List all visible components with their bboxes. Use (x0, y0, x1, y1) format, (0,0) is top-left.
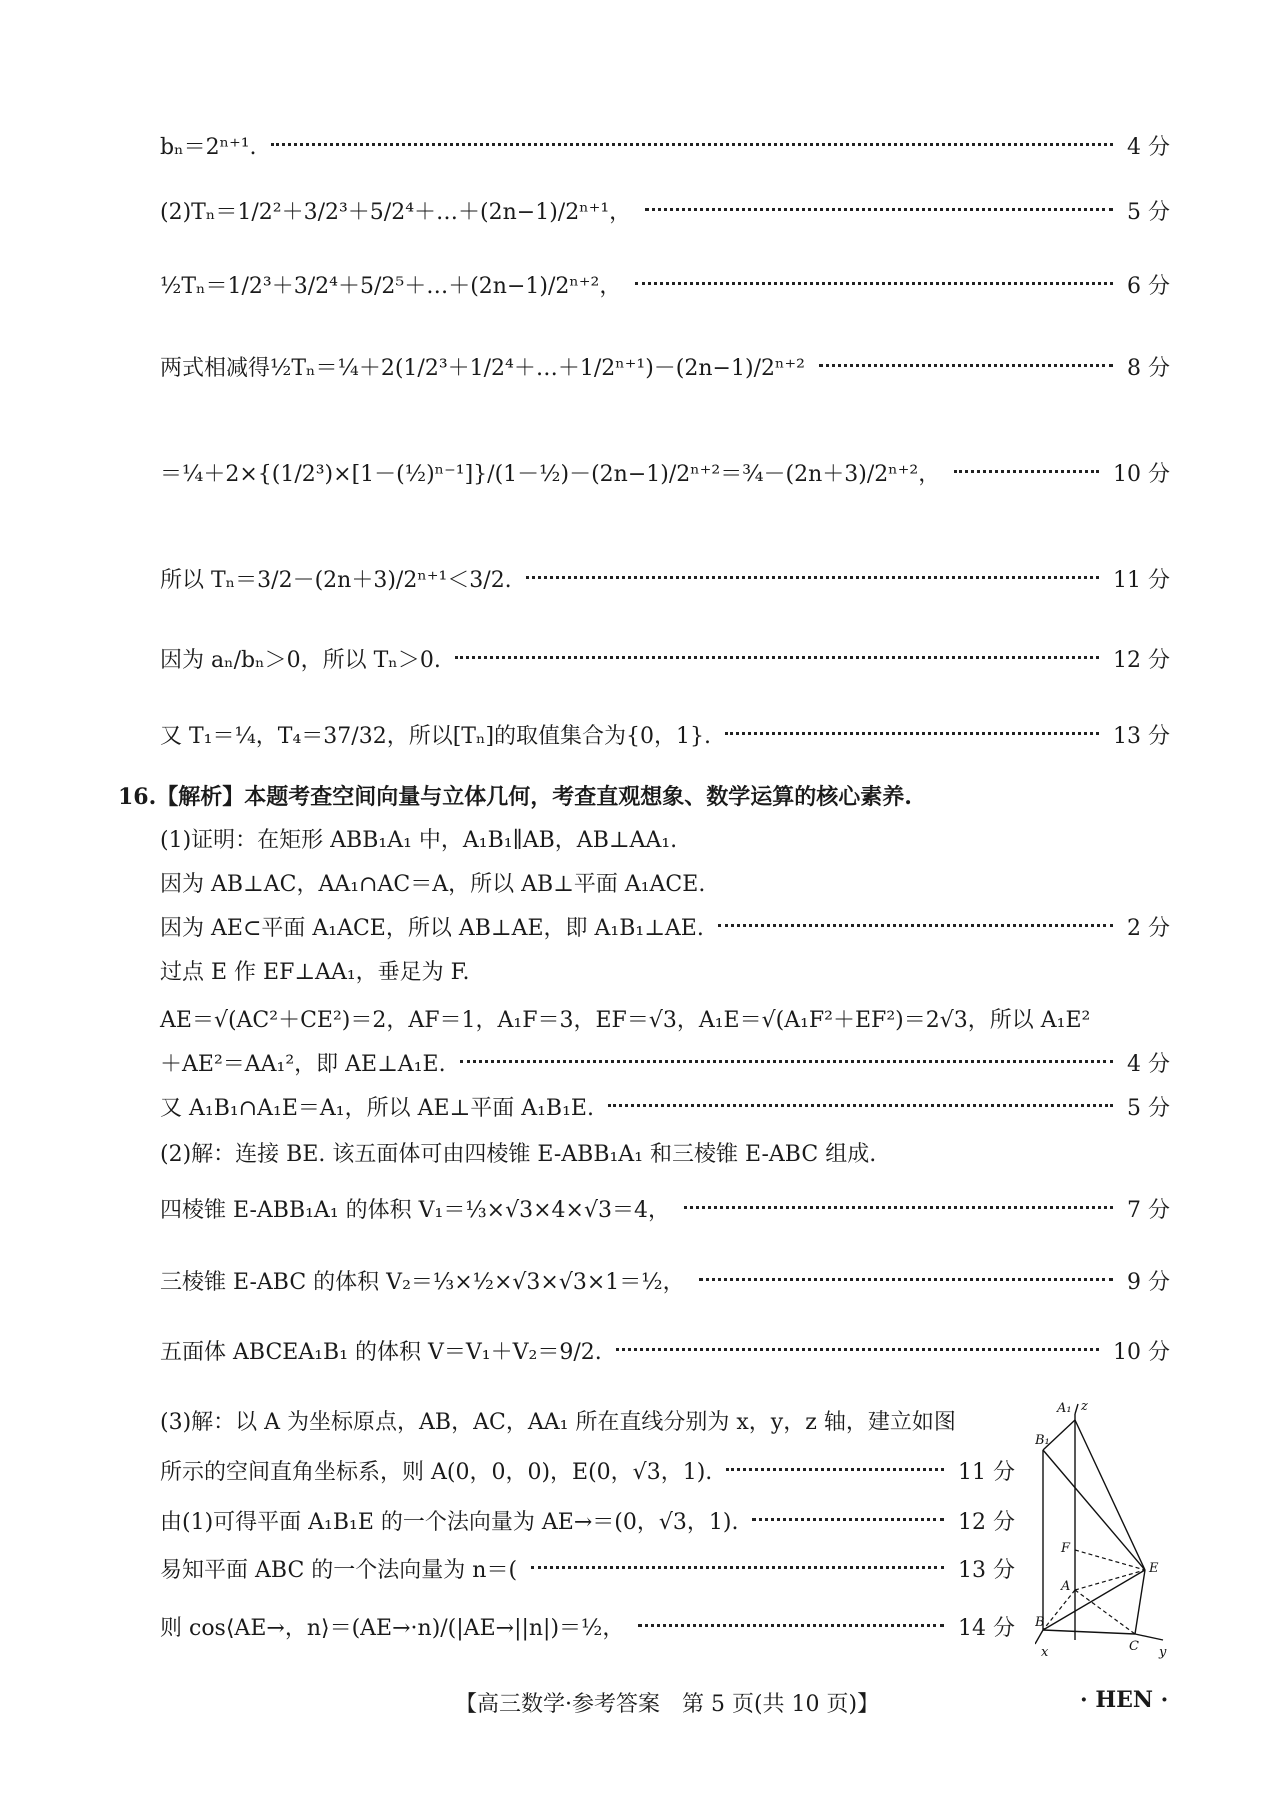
score: 11 分 (1113, 568, 1170, 593)
z-arrow (1075, 1404, 1078, 1414)
score: 8 分 (1127, 356, 1170, 381)
line-half-tn (160, 272, 1170, 302)
score: 6 分 (1127, 274, 1170, 299)
score: 7 分 (1127, 1198, 1170, 1223)
footer-code: · HEN · (1080, 1687, 1169, 1713)
dot-leader (699, 1278, 1113, 1281)
axis-y-line (1135, 1634, 1163, 1640)
dot-leader (608, 1104, 1113, 1107)
label-z: z (1081, 1400, 1088, 1414)
line-text: 三棱锥 E-ABC 的体积 V₂＝⅓×½×√3×√3×1＝½， (160, 1270, 685, 1295)
line-text: 因为 AE⊂平面 A₁ACE，所以 AB⊥AE，即 A₁B₁⊥AE. (160, 916, 704, 941)
line-bn (160, 133, 1170, 163)
dot-leader (718, 924, 1113, 927)
line-set (160, 722, 1170, 752)
line-text: 因为 aₙ/bₙ＞0，所以 Tₙ＞0. (160, 648, 441, 673)
edge-fe (1075, 1550, 1145, 1570)
q16-line-6 (160, 1050, 1170, 1080)
footer-page-info: 【高三数学·参考答案 第 5 页(共 10 页)】 (455, 1692, 880, 1717)
score: 13 分 (958, 1558, 1015, 1583)
line-text: ＋AE²＝AA₁²，即 AE⊥A₁E. (160, 1052, 446, 1077)
score: 2 分 (1127, 916, 1170, 941)
q16-line-11 (160, 1338, 1170, 1368)
q16-line-3 (160, 914, 1170, 944)
q16-line-16 (160, 1614, 1015, 1644)
prism-figure (1035, 1400, 1175, 1660)
q16-line-4: 过点 E 作 EF⊥AA₁，垂足为 F. (160, 960, 470, 985)
line-text: bₙ＝2ⁿ⁺¹. (160, 135, 257, 160)
line-text: 由(1)可得平面 A₁B₁E 的一个法向量为 AE→＝(0，√3，1). (160, 1510, 739, 1535)
dot-leader (684, 1206, 1113, 1209)
line-text: (2)Tₙ＝1/2²＋3/2³＋5/2⁴＋…＋(2n−1)/2ⁿ⁺¹， (160, 200, 632, 225)
score: 12 分 (958, 1510, 1015, 1535)
q16-line-10 (160, 1268, 1170, 1298)
q16-line-14 (160, 1508, 1015, 1538)
label-x: x (1041, 1645, 1049, 1660)
line-sum (160, 460, 1170, 490)
q16-line-7 (160, 1094, 1170, 1124)
line-text: ＝¼＋2×{(1/2³)×[1－(½)ⁿ⁻¹]}/(1－½)－(2n−1)/2ⁿ⁺²＝¾－(2n＋3)/2ⁿ⁺²， (160, 462, 941, 487)
line-text: 四棱锥 E-ABB₁A₁ 的体积 V₁＝⅓×√3×4×√3＝4， (160, 1198, 670, 1223)
score: 13 分 (1113, 724, 1170, 749)
q16-line-13 (160, 1458, 1015, 1488)
label-b1: B₁ (1035, 1433, 1050, 1448)
line-tn (160, 198, 1170, 228)
edge-a1e (1075, 1420, 1145, 1570)
line-text: 所示的空间直角坐标系，则 A(0，0，0)，E(0，√3，1). (160, 1460, 713, 1485)
line-text: 所以 Tₙ＝3/2－(2n＋3)/2ⁿ⁺¹＜3/2. (160, 568, 512, 593)
line-text: 易知平面 ABC 的一个法向量为 n＝( (160, 1558, 518, 1583)
edge-ec (1135, 1570, 1145, 1634)
line-text: 又 A₁B₁∩A₁E＝A₁，所以 AE⊥平面 A₁B₁E. (160, 1096, 594, 1121)
line-bound (160, 566, 1170, 596)
dot-leader (954, 470, 1099, 473)
score: 12 分 (1113, 648, 1170, 673)
axis-x-line (1035, 1630, 1043, 1644)
q16-line-15 (160, 1556, 1015, 1586)
label-f: F (1061, 1541, 1071, 1556)
dot-leader (725, 732, 1099, 735)
score: 4 分 (1127, 135, 1170, 160)
q16-line-2: 因为 AB⊥AC，AA₁∩AC＝A，所以 AB⊥平面 A₁ACE. (160, 872, 706, 897)
dot-leader (819, 364, 1113, 367)
q16-line-1: (1)证明：在矩形 ABB₁A₁ 中，A₁B₁∥AB，AB⊥AA₁. (160, 828, 678, 853)
label-b: B (1035, 1615, 1045, 1630)
edge-b1e (1043, 1450, 1145, 1570)
label-a: A (1061, 1579, 1071, 1594)
score: 4 分 (1127, 1052, 1170, 1077)
score: 10 分 (1113, 1340, 1170, 1365)
dot-leader (752, 1518, 944, 1521)
dot-leader (455, 656, 1099, 659)
line-text: 又 T₁＝¼，T₄＝37/32，所以[Tₙ]的取值集合为{0，1}. (160, 724, 712, 749)
line-subtract (160, 354, 1170, 384)
label-y: y (1159, 1645, 1167, 1660)
dot-leader (645, 208, 1113, 211)
line-text: 两式相减得½Tₙ＝¼＋2(1/2³＋1/2⁴＋…＋1/2ⁿ⁺¹)－(2n−1)/2ⁿ⁺² (160, 356, 805, 381)
score: 10 分 (1113, 462, 1170, 487)
line-text: 则 cos⟨AE→，n⟩＝(AE→·n)/(|AE→||n|)＝½， (160, 1616, 625, 1641)
dot-leader (726, 1468, 944, 1471)
dot-leader (526, 576, 1099, 579)
score: 5 分 (1127, 1096, 1170, 1121)
dot-leader (460, 1060, 1113, 1063)
dot-leader (531, 1566, 944, 1569)
dot-leader (638, 1624, 944, 1627)
q16-line-5: AE＝√(AC²＋CE²)＝2，AF＝1，A₁F＝3，EF＝√3，A₁E＝√(A₁F²＋EF²)＝2√3，所以 A₁E² (160, 1008, 1091, 1033)
edge-ac (1075, 1590, 1135, 1634)
score: 9 分 (1127, 1270, 1170, 1295)
question-16-heading: 16.【解析】本题考查空间向量与立体几何，考查直观想象、数学运算的核心素养. (118, 784, 912, 810)
score: 11 分 (958, 1460, 1015, 1485)
dot-leader (616, 1348, 1099, 1351)
q16-line-8: (2)解：连接 BE. 该五面体可由四棱锥 E-ABB₁A₁ 和三棱锥 E-ABC 组成. (160, 1142, 877, 1167)
line-positive (160, 646, 1170, 676)
edge-ae (1075, 1570, 1145, 1590)
line-text: ½Tₙ＝1/2³＋3/2⁴＋5/2⁵＋…＋(2n−1)/2ⁿ⁺²， (160, 274, 622, 299)
score: 14 分 (958, 1616, 1015, 1641)
q16-line-12: (3)解：以 A 为坐标原点，AB，AC，AA₁ 所在直线分别为 x，y，z 轴，建立如图 (160, 1410, 956, 1435)
edge-bc (1043, 1630, 1135, 1634)
dot-leader (271, 143, 1113, 146)
edge-ab (1043, 1590, 1075, 1630)
line-text: 五面体 ABCEA₁B₁ 的体积 V＝V₁＋V₂＝9/2. (160, 1340, 602, 1365)
dot-leader (635, 282, 1113, 285)
edge-be (1043, 1570, 1145, 1630)
q16-line-9 (160, 1196, 1170, 1226)
score: 5 分 (1127, 200, 1170, 225)
label-c: C (1129, 1639, 1139, 1654)
label-e: E (1149, 1561, 1159, 1576)
label-a1: A₁ (1057, 1401, 1072, 1416)
